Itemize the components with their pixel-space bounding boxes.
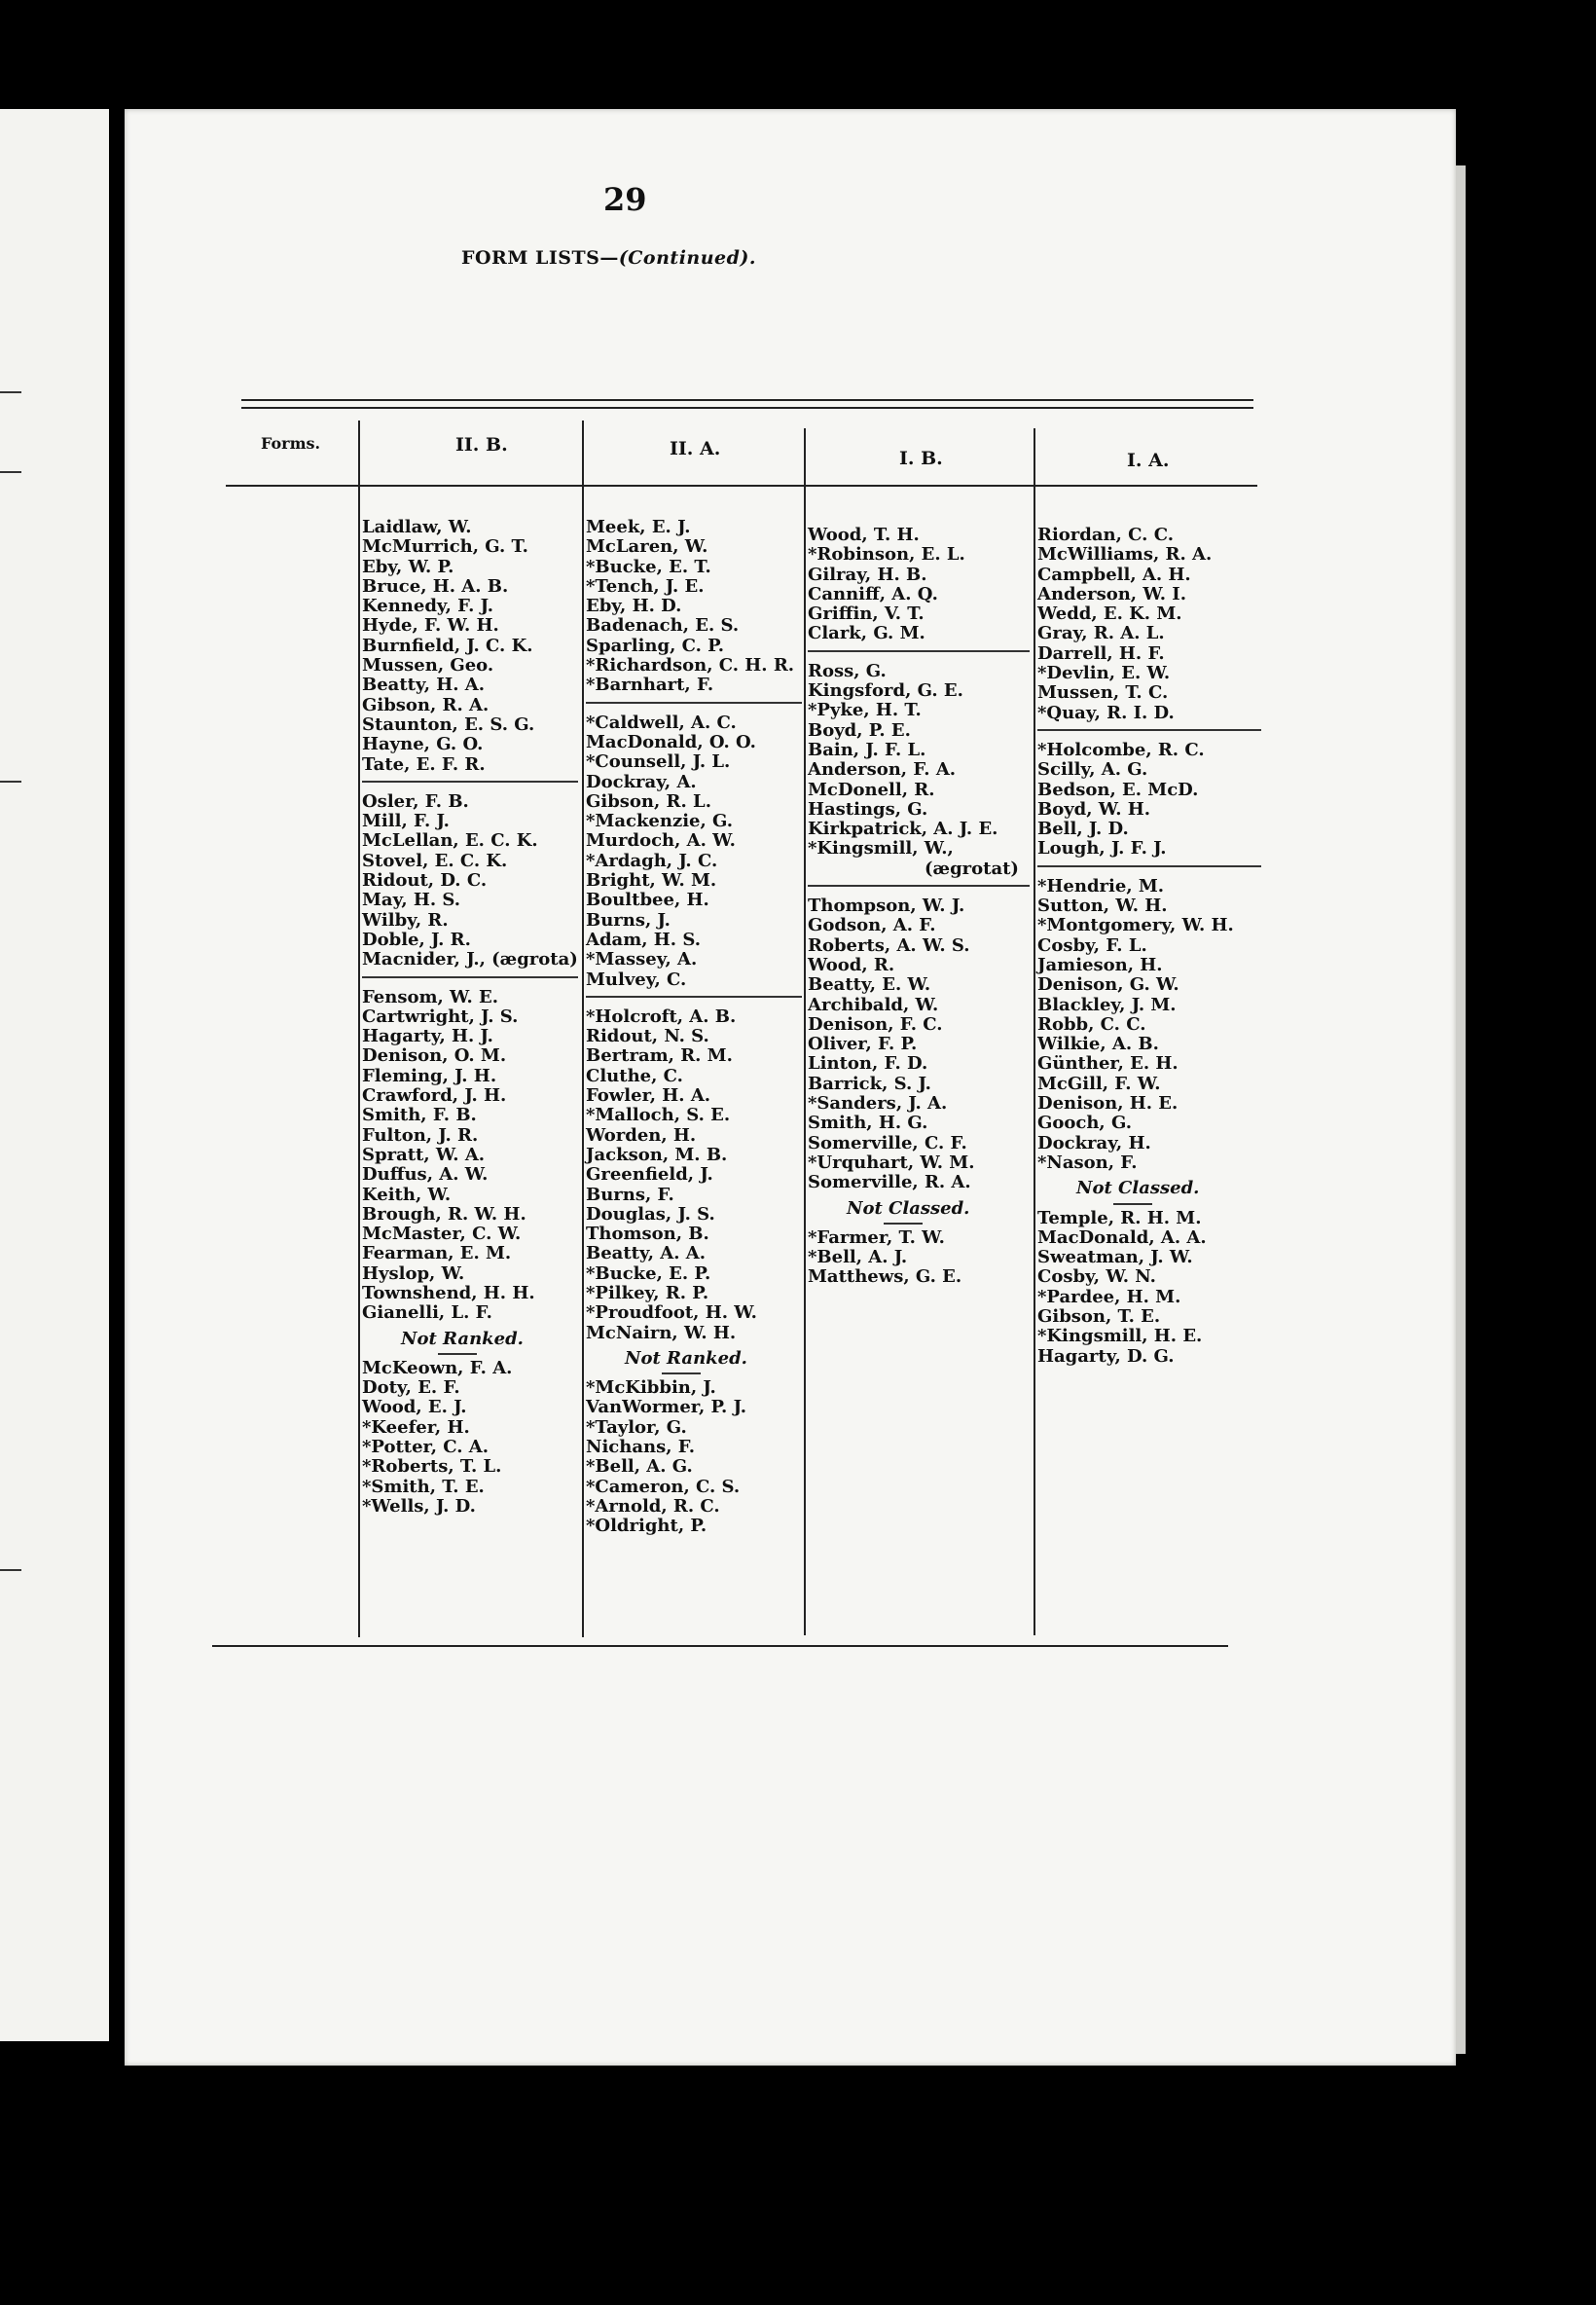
short-rule: [884, 1223, 923, 1225]
name-entry: Doble, J. R.: [362, 929, 471, 950]
column-divider: [804, 428, 806, 1635]
name-entry: MacDonald, A. A.: [1037, 1226, 1207, 1248]
name-entry: *Montgomery, W. H.: [1037, 915, 1234, 936]
name-entry: *Kingsmill, H. E.: [1037, 1326, 1203, 1347]
name-entry: *Richardson, C. H. R.: [586, 655, 795, 677]
margin-mark: [0, 781, 21, 783]
name-entry: *Tench, J. E.: [586, 575, 705, 597]
name-entry: Mill, F. J.: [362, 811, 450, 832]
name-entry: Gibson, T. E.: [1037, 1305, 1161, 1327]
name-entry: Burnfield, J. C. K.: [362, 635, 533, 656]
name-entry: Matthews, G. E.: [808, 1266, 962, 1288]
name-entry: VanWormer, P. J.: [586, 1397, 746, 1418]
name-entry: Burns, F.: [586, 1184, 674, 1205]
name-entry: Darrell, H. F.: [1037, 642, 1165, 664]
name-entry: *Urquhart, W. M.: [808, 1152, 975, 1173]
name-entry: Eby, W. P.: [362, 556, 454, 577]
name-entry: *Taylor, G.: [586, 1416, 687, 1438]
name-entry: Gooch, G.: [1037, 1113, 1132, 1134]
name-entry: Burns, J.: [586, 909, 671, 931]
name-entry: Douglas, J. S.: [586, 1203, 715, 1225]
name-entry: May, H. S.: [362, 890, 461, 911]
name-entry: Ridout, N. S.: [586, 1026, 709, 1047]
name-entry: *Sanders, J. A.: [808, 1093, 948, 1115]
name-entry: Kennedy, F. J.: [362, 596, 494, 617]
name-entry: Denison, G. W.: [1037, 974, 1179, 996]
name-entry: *Malloch, S. E.: [586, 1105, 731, 1126]
name-entry: McDonell, R.: [808, 779, 935, 800]
name-entry: Gibson, R. A.: [362, 694, 490, 715]
name-entry: McWilliams, R. A.: [1037, 544, 1213, 566]
name-entry: Wedd, E. K. M.: [1037, 604, 1182, 625]
column-divider: [1034, 428, 1035, 1635]
group-separator: [1037, 729, 1261, 731]
name-entry: *Keefer, H.: [362, 1416, 470, 1438]
name-entry: Cluthe, C.: [586, 1065, 683, 1086]
name-entry: *Holcombe, R. C.: [1037, 739, 1205, 760]
name-entry: Blackley, J. M.: [1037, 994, 1177, 1015]
name-entry: Smith, H. G.: [808, 1113, 928, 1134]
name-entry: Canniff, A. Q.: [808, 583, 938, 604]
name-entry: *Pardee, H. M.: [1037, 1286, 1181, 1307]
name-entry: Beatty, A. A.: [586, 1243, 706, 1264]
name-entry: Godson, A. F.: [808, 915, 936, 936]
name-entry: Kingsford, G. E.: [808, 680, 963, 702]
name-entry: Kirkpatrick, A. J. E.: [808, 819, 998, 840]
name-entry: Hyde, F. W. H.: [362, 615, 499, 637]
name-entry: Linton, F. D.: [808, 1053, 928, 1075]
name-entry: Cosby, W. N.: [1037, 1266, 1156, 1288]
name-entry: Tate, E. F. R.: [362, 753, 486, 775]
group-separator: [1037, 865, 1261, 867]
name-entry: Doty, E. F.: [362, 1377, 460, 1399]
name-entry: Somerville, R. A.: [808, 1172, 971, 1193]
margin-mark: [0, 1569, 21, 1571]
name-entry: Anderson, F. A.: [808, 759, 957, 781]
name-entry: Worden, H.: [586, 1124, 697, 1146]
name-entry: Beatty, H. A.: [362, 675, 485, 696]
name-entry: Griffin, V. T.: [808, 604, 925, 625]
name-entry: *Pyke, H. T.: [808, 700, 922, 721]
name-entry: *Holcroft, A. B.: [586, 1006, 737, 1027]
name-entry: Beatty, E. W.: [808, 974, 931, 996]
group-separator: [362, 976, 578, 978]
column-iib: [362, 518, 578, 1517]
name-entry: McLaren, W.: [586, 536, 708, 558]
short-rule: [1113, 1203, 1152, 1205]
name-entry: McGill, F. W.: [1037, 1073, 1161, 1094]
column-ia: [1037, 526, 1261, 1367]
not-ranked-label: Not Ranked.: [401, 1328, 524, 1349]
name-entry: Meek, E. J.: [586, 517, 691, 537]
col-header-iia: II. A.: [670, 438, 721, 459]
name-entry: *Pilkey, R. P.: [586, 1282, 709, 1303]
group-separator: [808, 885, 1030, 887]
name-entry: Bright, W. M.: [586, 870, 717, 892]
header-rule-top-2: [241, 407, 1253, 409]
name-entry: *Hendrie, M.: [1037, 875, 1165, 896]
name-entry: Lough, J. F. J.: [1037, 838, 1167, 860]
name-entry: Campbell, A. H.: [1037, 564, 1191, 585]
name-entry: Greenfield, J.: [586, 1164, 713, 1186]
name-entry: Bruce, H. A. B.: [362, 575, 509, 597]
name-entry: Sparling, C. P.: [586, 635, 724, 656]
name-entry: Gianelli, L. F.: [362, 1302, 492, 1324]
name-entry: Hastings, G.: [808, 798, 928, 820]
name-entry: *Proudfoot, H. W.: [586, 1302, 757, 1324]
name-entry: Gilray, H. B.: [808, 564, 927, 585]
name-entry: MacDonald, O. O.: [586, 731, 756, 752]
name-entry: *Nason, F.: [1037, 1152, 1138, 1173]
name-entry: Somerville, C. F.: [808, 1132, 967, 1153]
column-divider: [582, 421, 584, 1637]
title-suffix: (Continued).: [618, 247, 757, 269]
name-entry: Jackson, M. B.: [586, 1144, 728, 1165]
name-entry: Brough, R. W. H.: [362, 1203, 526, 1225]
name-entry: Scilly, A. G.: [1037, 759, 1148, 781]
name-entry: *Quay, R. I. D.: [1037, 702, 1175, 723]
header-rule-bottom: [226, 485, 1257, 487]
name-entry: Osler, F. B.: [362, 790, 469, 812]
name-entry: *Oldright, P.: [586, 1516, 707, 1537]
name-entry: Wilkie, A. B.: [1037, 1034, 1159, 1055]
name-entry: Laidlaw, W.: [362, 517, 472, 537]
name-entry: *Robinson, E. L.: [808, 544, 965, 566]
name-entry: Smith, F. B.: [362, 1105, 477, 1126]
name-entry: *Kingsmill, W.,: [808, 838, 954, 860]
title-text: FORM LISTS: [461, 247, 600, 269]
name-entry: Fowler, H. A.: [586, 1085, 711, 1107]
name-entry: Staunton, E. S. G.: [362, 713, 535, 735]
column-ib: [808, 526, 1030, 1288]
name-entry: *Devlin, E. W.: [1037, 663, 1171, 684]
page-number: 29: [603, 181, 647, 218]
name-entry: Thompson, W. J.: [808, 896, 965, 917]
name-entry: *Barnhart, F.: [586, 675, 714, 696]
name-entry: McMaster, C. W.: [362, 1224, 522, 1245]
name-entry: *Potter, C. A.: [362, 1437, 490, 1458]
name-entry: Ridout, D. C.: [362, 870, 488, 892]
col-header-ib: I. B.: [899, 448, 943, 469]
not-classed-label: Not Classed.: [847, 1197, 970, 1219]
margin-mark: [0, 471, 21, 473]
name-entry: Hyslop, W.: [362, 1262, 465, 1284]
name-entry: Sutton, W. H.: [1037, 896, 1168, 917]
name-entry: Mussen, T. C.: [1037, 682, 1169, 704]
page-edge: [1456, 165, 1466, 2054]
name-entry: *Mackenzie, G.: [586, 811, 734, 832]
name-entry: Robb, C. C.: [1037, 1013, 1146, 1035]
name-entry: Boyd, P. E.: [808, 719, 911, 741]
name-entry: Townshend, H. H.: [362, 1282, 535, 1303]
name-entry: Keith, W.: [362, 1184, 452, 1205]
name-entry: Stovel, E. C. K.: [362, 850, 508, 871]
not-classed-label: Not Classed.: [1076, 1178, 1200, 1199]
facing-page-edge: [0, 109, 109, 2041]
name-entry: Hagarty, D. G.: [1037, 1345, 1175, 1367]
short-rule: [438, 1353, 477, 1355]
name-entry: *Farmer, T. W.: [808, 1226, 945, 1248]
col-header-forms: Forms.: [261, 434, 321, 453]
name-entry: Sweatman, J. W.: [1037, 1247, 1193, 1268]
name-entry: Ross, G.: [808, 660, 887, 681]
name-entry: Badenach, E. S.: [586, 615, 740, 637]
name-entry: *Wells, J. D.: [362, 1495, 476, 1517]
name-entry: Macnider, J., (ægrota): [362, 949, 578, 970]
name-entry: Spratt, W. A.: [362, 1144, 486, 1165]
name-entry: Hayne, G. O.: [362, 734, 484, 755]
name-entry: Bain, J. F. L.: [808, 739, 926, 760]
name-entry: Boultbee, H.: [586, 890, 709, 911]
name-entry: Fensom, W. E.: [362, 986, 498, 1007]
name-entry: *Roberts, T. L.: [362, 1456, 502, 1478]
name-entry: Bertram, R. M.: [586, 1045, 733, 1067]
name-entry: Duffus, A. W.: [362, 1164, 489, 1186]
name-entry: Boyd, W. H.: [1037, 798, 1151, 820]
name-entry: Anderson, W. I.: [1037, 583, 1186, 604]
name-entry: Oliver, F. P.: [808, 1034, 918, 1055]
name-entry: Eby, H. D.: [586, 596, 682, 617]
name-entry: Wood, T. H.: [808, 525, 920, 545]
group-separator: [586, 996, 802, 998]
name-entry: Mulvey, C.: [586, 969, 687, 990]
name-entry: Wood, E. J.: [362, 1397, 467, 1418]
name-entry: Temple, R. H. M.: [1037, 1207, 1202, 1228]
column-iia: [586, 518, 802, 1537]
name-entry: *Massey, A.: [586, 949, 698, 970]
short-rule: [662, 1372, 701, 1374]
name-entry: Hagarty, H. J.: [362, 1026, 493, 1047]
name-entry: Jamieson, H.: [1037, 954, 1163, 975]
name-entry: Crawford, J. H.: [362, 1085, 507, 1107]
name-entry: *Arnold, R. C.: [586, 1495, 720, 1517]
name-entry: Nichans, F.: [586, 1437, 695, 1458]
name-entry: *Bell, A. J.: [808, 1247, 908, 1268]
name-entry: Cartwright, J. S.: [362, 1006, 519, 1027]
group-separator: [586, 702, 802, 704]
name-entry: *Caldwell, A. C.: [586, 712, 737, 733]
name-entry: Gray, R. A. L.: [1037, 623, 1165, 644]
name-entry: Adam, H. S.: [586, 929, 701, 950]
name-entry: Mussen, Geo.: [362, 655, 494, 677]
not-ranked-label: Not Ranked.: [625, 1347, 747, 1369]
name-entry: McKeown, F. A.: [362, 1357, 513, 1378]
page-title: FORM LISTS—(Continued).: [461, 247, 757, 269]
margin-mark: [0, 391, 21, 393]
name-entry: Dockray, H.: [1037, 1132, 1151, 1153]
name-entry: Fleming, J. H.: [362, 1065, 497, 1086]
name-entry: Dockray, A.: [586, 771, 697, 792]
name-entry: McNairn, W. H.: [586, 1322, 737, 1343]
table-bottom-rule: [212, 1645, 1228, 1647]
name-entry: *Counsell, J. L.: [586, 751, 731, 773]
name-entry: Wilby, R.: [362, 909, 449, 931]
name-entry: Wood, R.: [808, 954, 895, 975]
name-entry: Murdoch, A. W.: [586, 830, 736, 852]
name-entry: Denison, O. M.: [362, 1045, 507, 1067]
name-entry: Bell, J. D.: [1037, 819, 1129, 840]
name-entry: Roberts, A. W. S.: [808, 934, 970, 956]
name-entry: Cosby, F. L.: [1037, 934, 1147, 956]
name-entry: Clark, G. M.: [808, 623, 925, 644]
name-entry: Bedson, E. McD.: [1037, 779, 1199, 800]
name-entry: Archibald, W.: [808, 994, 939, 1015]
name-entry: *Bell, A. G.: [586, 1456, 693, 1478]
name-entry: Gibson, R. L.: [586, 790, 711, 812]
name-entry: *Bucke, E. P.: [586, 1262, 711, 1284]
group-separator: [362, 781, 578, 783]
aegrotat-note: (ægrotat): [925, 858, 1019, 879]
name-entry: Barrick, S. J.: [808, 1073, 931, 1094]
column-divider: [358, 421, 360, 1637]
name-entry: *Bucke, E. T.: [586, 556, 711, 577]
col-header-ia: I. A.: [1127, 450, 1170, 471]
name-entry: Denison, H. E.: [1037, 1093, 1179, 1115]
name-entry: Fearman, E. M.: [362, 1243, 512, 1264]
name-entry: Denison, F. C.: [808, 1013, 943, 1035]
name-entry: Günther, E. H.: [1037, 1053, 1179, 1075]
group-separator: [808, 650, 1030, 652]
name-entry: Riordan, C. C.: [1037, 525, 1174, 545]
name-entry: *Ardagh, J. C.: [586, 850, 718, 871]
name-entry: *McKibbin, J.: [586, 1377, 716, 1399]
name-entry: *Cameron, C. S.: [586, 1476, 741, 1497]
name-entry: *Smith, T. E.: [362, 1476, 485, 1497]
header-rule-top: [241, 399, 1253, 401]
col-header-iib: II. B.: [455, 434, 508, 456]
name-entry: McLellan, E. C. K.: [362, 830, 538, 852]
name-entry: Fulton, J. R.: [362, 1124, 479, 1146]
name-entry: Thomson, B.: [586, 1224, 709, 1245]
name-entry: McMurrich, G. T.: [362, 536, 528, 558]
